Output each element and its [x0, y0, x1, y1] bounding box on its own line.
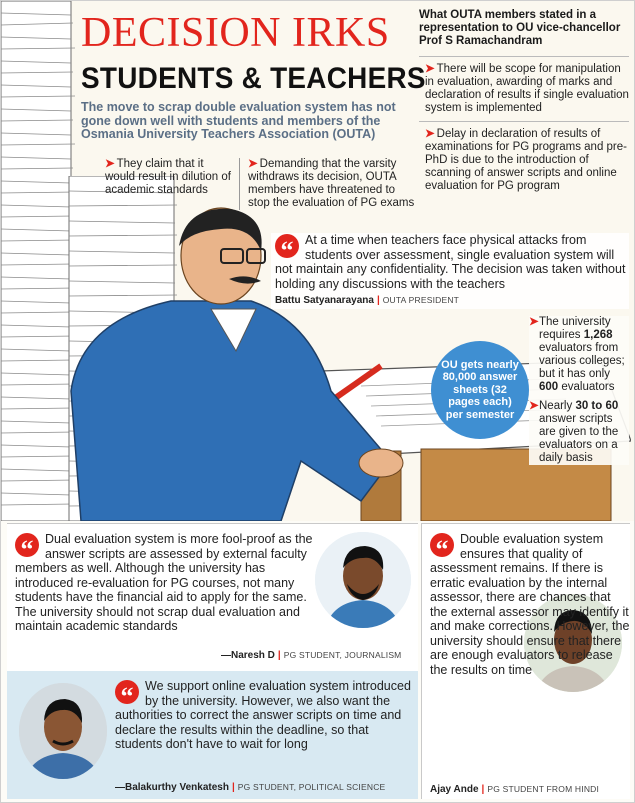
byline [115, 782, 385, 793]
quote-panel-balakurthy [7, 671, 418, 799]
stat-text: answer scripts are given to the evaluators on a daily basis [539, 413, 619, 464]
quote-text: Dual evaluation system is more fool-proof as the answer scripts are assessed by external faculty members as well. Although the university has introduced re-evaluation for PG courses, not many students have the financial aid to apply for the same. The university should not scrap dual evaluation and maintain academic standards [15, 532, 313, 633]
byline [430, 784, 599, 795]
byline-role: PG STUDENT, POLITICAL SCIENCE [237, 782, 386, 792]
byline [275, 293, 629, 309]
stat-number: 600 [539, 381, 559, 393]
evaluator-stats [529, 316, 629, 465]
red-arrow-icon: ➤ [248, 158, 258, 170]
portrait-photo [315, 532, 411, 628]
claim-item [105, 158, 233, 197]
headline-line-2: STUDENTS & TEACHERS [81, 62, 426, 95]
byline-role: OUTA PRESIDENT [382, 295, 460, 305]
byline-separator: | [376, 295, 380, 306]
quote-body [15, 532, 315, 634]
stat-text: Nearly [539, 400, 576, 412]
outa-heading: What OUTA members stated in a representation to OU vice-chancellor Prof S Ramachandram [419, 9, 629, 57]
byline-name: Battu Satyanarayana [275, 295, 374, 306]
circle-text: OU gets nearly 80,000 answer sheets (32 pages each) per semester [441, 358, 519, 421]
red-arrow-icon: ➤ [105, 158, 115, 170]
byline [221, 650, 401, 661]
headline [81, 10, 426, 97]
headline-line-1: DECISION IRKS [81, 10, 390, 56]
outa-point-text: There will be scope for manipulation in evaluation, awarding of marks and declaration of results if single evaluation system is implemented [425, 63, 629, 114]
byline-name: —Naresh D [221, 650, 275, 661]
stat-text: The university requires [539, 316, 611, 341]
red-arrow-icon: ➤ [425, 128, 435, 140]
outa-statements-box [419, 9, 629, 199]
byline-role: PG STUDENT FROM HINDI [487, 784, 600, 794]
deck-text: The move to scrap double evaluation system has not gone down well with students and members of the Osmania University Teachers Association (OUTA) [81, 100, 396, 141]
quote-text: Double evaluation system ensures that quality of assessment remains. If there is erratic evaluation by the internal assessor, there are chances that the external assessor may identify it and make corrections. However, the university should ensure that there are enough evaluators to release the results on time [430, 532, 630, 677]
red-arrow-icon: ➤ [425, 63, 435, 75]
byline-separator: | [481, 784, 485, 795]
stat-item [529, 400, 629, 465]
claim-text: Demanding that the varsity withdraws its decision, OUTA members have threatened to stop the evaluation of PG exams [248, 158, 415, 209]
quote-mark-icon: “ [115, 680, 139, 704]
byline-separator: | [231, 782, 235, 793]
claim-item [239, 158, 419, 210]
quote-panel-ajay [421, 523, 630, 799]
stat-text: evaluators from various colleges; but it has only [539, 342, 625, 380]
quote-text: At a time when teachers face physical attacks from students over assessment, single evaluation system will not maintain any confidentiality. The decision was taken without holding any discussions with the teachers [275, 233, 626, 291]
red-arrow-icon: ➤ [529, 316, 539, 328]
portrait-photo [19, 683, 107, 779]
quote-panel-naresh [7, 523, 418, 671]
battu-quote [271, 233, 629, 309]
quote-body [115, 679, 415, 752]
stat-item [529, 316, 629, 394]
quote-body [430, 532, 630, 677]
quote-mark-icon: “ [430, 533, 454, 557]
outa-point-text: Delay in declaration of results of examinations for PG programs and pre-PhD is due to the introduction of scanning of answer scripts and online evaluation for PG program [425, 128, 627, 192]
quote-mark-icon: “ [275, 234, 299, 258]
quote-mark-icon: “ [15, 533, 39, 557]
outa-point [419, 57, 629, 122]
byline-separator: | [277, 650, 281, 661]
outa-point [419, 122, 629, 199]
byline-name: —Balakurthy Venkatesh [115, 782, 229, 793]
stat-number: 30 to 60 [575, 400, 619, 412]
answer-sheets-circle [431, 341, 529, 439]
stat-text: evaluators [558, 381, 615, 393]
quote-text: We support online evaluation system introduced by the university. However, we also want the authorities to correct the answer scripts on time and declare the results within the deadline, so that students don't have to wait for long [115, 679, 411, 751]
stat-number: 1,268 [583, 329, 613, 341]
red-arrow-icon: ➤ [529, 400, 539, 412]
byline-name: Ajay Ande [430, 784, 479, 795]
claim-text: They claim that it would result in dilution of academic standards [105, 158, 231, 196]
byline-role: PG STUDENT, JOURNALISM [283, 650, 402, 660]
